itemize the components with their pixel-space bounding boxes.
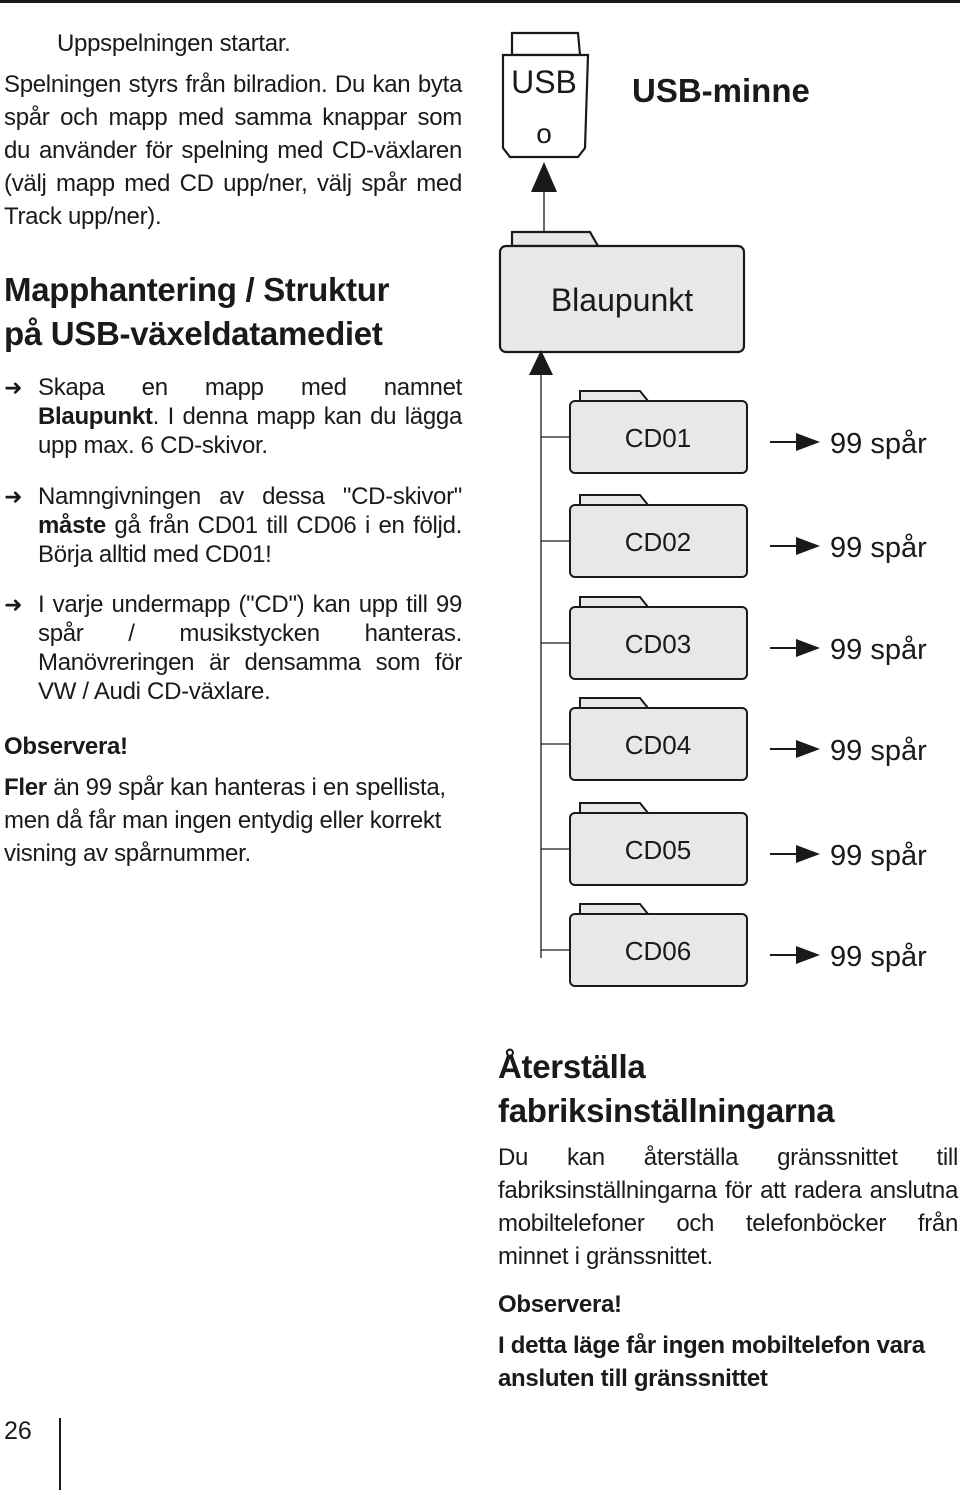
section1-heading-line2: på USB-växeldatamediet <box>4 315 383 352</box>
bullet-text-3: I varje undermapp ("CD") kan upp till 99 spår / musikstycken hanteras. Manövreringen är densamma som för VW / Audi CD-växlare. <box>38 591 462 705</box>
page-number: 26 <box>4 1417 32 1445</box>
section1-heading-line1: Mapphantering / Struktur <box>4 271 390 308</box>
intro-line: Uppspelningen startar. <box>57 30 291 57</box>
track-count-label: 99 spår <box>830 840 927 872</box>
section2-heading <box>498 1045 958 1133</box>
track-count-label: 99 spår <box>830 532 927 564</box>
sub-folder-label: CD04 <box>624 730 692 760</box>
arrow-right-icon <box>796 740 820 758</box>
sub-folder-tab <box>580 803 648 813</box>
sub-folder-label: CD05 <box>624 835 692 865</box>
section2-paragraph: Du kan återställa gränssnittet till fabriksinställningarna för att radera anslutna mobiltelefoner och telefonböcker från minnet i gränssnittet. <box>498 1144 958 1270</box>
usb-label: USB <box>511 64 577 100</box>
arrow-right-icon: ➜ <box>4 484 23 509</box>
bullet2-post: gå från CD01 till CD06 i en följd. Börja alltid med CD01! <box>38 512 462 568</box>
page-number-rule <box>59 1418 61 1490</box>
sub-folder-tab <box>580 904 648 914</box>
arrow-up-icon <box>529 350 553 375</box>
sub-folder-tab <box>580 597 648 607</box>
track-count-label: 99 spår <box>830 941 927 973</box>
section2-heading-line2: fabriksinställningarna <box>498 1092 835 1129</box>
track-count-label: 99 spår <box>830 428 927 460</box>
sub-folder-label: CD03 <box>624 629 692 659</box>
arrow-up-icon <box>531 162 557 192</box>
note-bold: Fler <box>4 774 47 801</box>
bullet1-bold: Blaupunkt <box>38 403 153 430</box>
sub-folder-label: CD02 <box>624 527 692 557</box>
arrow-right-icon <box>796 433 820 451</box>
usb-title: USB-minne <box>632 72 810 109</box>
arrow-right-icon: ➜ <box>4 375 23 400</box>
bullet1-post: . I denna mapp kan du lägga upp max. 6 CD-skivor. <box>38 403 462 459</box>
note-rest: än 99 spår kan hanteras i en spellista, men då får man ingen entydig eller korrekt visning av spårnummer. <box>4 774 446 867</box>
usb-port-icon: o <box>536 118 552 149</box>
root-folder-tab <box>512 232 598 246</box>
section2-heading-line1: Återställa <box>498 1048 646 1085</box>
bullet1-pre: Skapa en mapp med namnet <box>38 374 462 401</box>
usb-plug-cap <box>512 33 580 55</box>
bullet2-bold: måste <box>38 512 106 539</box>
sub-folder-tab <box>580 495 648 505</box>
arrow-right-icon <box>796 537 820 555</box>
arrow-right-icon <box>796 845 820 863</box>
sub-folder-label: CD06 <box>624 936 692 966</box>
bullet2-pre: Namngivningen av dessa "CD-skivor" <box>38 483 462 510</box>
sub-folder-tab <box>580 698 648 708</box>
section2-note-label: Observera! <box>498 1291 622 1318</box>
sub-folder-tab <box>580 391 648 401</box>
arrow-right-icon <box>796 639 820 657</box>
arrow-right-icon <box>796 946 820 964</box>
root-folder-label: Blaupunkt <box>550 282 694 318</box>
note-label: Observera! <box>4 733 128 760</box>
track-count-label: 99 spår <box>830 735 927 767</box>
track-count-label: 99 spår <box>830 634 927 666</box>
folders-group <box>541 391 927 986</box>
intro-paragraph: Spelningen styrs från bilradion. Du kan byta spår och mapp med samma knappar som du använder för spelning med CD-växlaren (välj mapp med CD upp/ner, välj spår med Track upp/ner). <box>4 71 462 230</box>
arrow-right-icon: ➜ <box>4 592 23 617</box>
sub-folder-label: CD01 <box>624 423 692 453</box>
section2-note-text: I detta läge får ingen mobiltelefon vara ansluten till gränssnittet <box>498 1332 925 1392</box>
